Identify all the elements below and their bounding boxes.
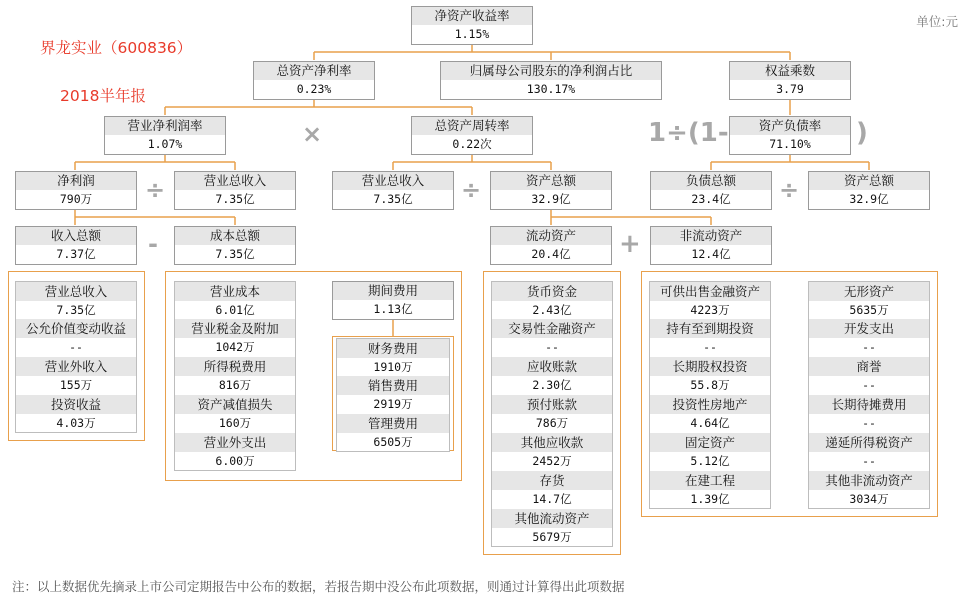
node-value: 20.4亿	[531, 247, 571, 261]
expense-items-list	[336, 338, 450, 452]
list-item	[808, 357, 930, 395]
item-label: 无形资产	[809, 282, 929, 301]
item-label: 其他应收款	[492, 433, 612, 452]
item-label: 开发支出	[809, 319, 929, 338]
node-label: 负债总额	[651, 172, 771, 190]
item-label: 预付账款	[492, 395, 612, 414]
item-label: 交易性金融资产	[492, 319, 612, 338]
equity-formula-prefix: 1÷(1-	[648, 118, 729, 148]
node-label: 资产总额	[809, 172, 929, 190]
item-value: 2919万	[373, 397, 413, 411]
item-value: 4.03万	[56, 416, 96, 430]
node-value: 0.23%	[296, 82, 332, 96]
node-total-assets-2	[808, 171, 930, 210]
list-item	[649, 471, 771, 509]
item-label: 财务费用	[337, 339, 449, 358]
node-value: 32.9亿	[849, 192, 889, 206]
item-label: 递延所得税资产	[809, 433, 929, 452]
list-item	[649, 319, 771, 357]
node-period-expense	[332, 281, 454, 320]
item-value: 3034万	[849, 492, 889, 506]
list-item	[808, 471, 930, 509]
item-label: 管理费用	[337, 414, 449, 433]
item-value: 6.01亿	[215, 303, 255, 317]
list-item	[808, 319, 930, 357]
divide-operator: ÷	[779, 176, 800, 204]
node-value: 7.35亿	[215, 247, 255, 261]
node-current-assets	[490, 226, 612, 265]
item-value: 155万	[59, 378, 93, 392]
node-total-liabilities	[650, 171, 772, 210]
list-item	[174, 319, 296, 357]
list-item	[491, 433, 613, 471]
item-value: 786万	[535, 416, 569, 430]
item-value: --	[862, 416, 876, 430]
node-label: 成本总额	[175, 227, 295, 245]
list-item	[649, 357, 771, 395]
node-value: 32.9亿	[531, 192, 571, 206]
node-value: 23.4亿	[691, 192, 731, 206]
node-label: 营业净利润率	[105, 117, 225, 135]
node-net-profit	[15, 171, 137, 210]
footnote: 注：以上数据优先摘录上市公司定期报告中公布的数据，若报告期中没公布此项数据，则通过计算得出此项数据	[12, 579, 625, 594]
unit-label: 单位:元	[916, 14, 958, 29]
income-items-list	[15, 281, 137, 433]
item-value: 2.43亿	[532, 303, 572, 317]
node-roa	[253, 61, 375, 100]
node-label: 总资产周转率	[412, 117, 532, 135]
node-value: 1.15%	[454, 27, 490, 41]
node-label: 营业总收入	[175, 172, 295, 190]
node-value: 3.79	[776, 82, 804, 96]
item-value: 7.35亿	[56, 303, 96, 317]
node-value: 0.22次	[452, 137, 492, 151]
list-item	[336, 376, 450, 414]
item-value: --	[862, 378, 876, 392]
item-value: 5679万	[532, 530, 572, 544]
node-value: 12.4亿	[691, 247, 731, 261]
item-value: 2.30亿	[532, 378, 572, 392]
item-label: 营业税金及附加	[175, 319, 295, 338]
item-value: 4223万	[690, 303, 730, 317]
current-assets-list	[491, 281, 613, 547]
node-label: 收入总额	[16, 227, 136, 245]
node-total-cost	[174, 226, 296, 265]
item-value: --	[545, 340, 559, 354]
list-item	[15, 319, 137, 357]
item-value: 2452万	[532, 454, 572, 468]
node-label: 总资产净利率	[254, 62, 374, 80]
divide-operator: ÷	[145, 176, 166, 204]
item-label: 营业总收入	[16, 282, 136, 301]
equity-formula-suffix: )	[856, 118, 868, 148]
list-item	[174, 357, 296, 395]
item-value: 4.64亿	[690, 416, 730, 430]
list-item	[491, 357, 613, 395]
item-label: 货币资金	[492, 282, 612, 301]
item-value: 1042万	[215, 340, 255, 354]
list-item	[491, 509, 613, 547]
item-label: 投资收益	[16, 395, 136, 414]
item-label: 公允价值变动收益	[16, 319, 136, 338]
item-value: 160万	[218, 416, 252, 430]
item-label: 应收账款	[492, 357, 612, 376]
node-label: 期间费用	[333, 282, 453, 300]
node-label: 流动资产	[491, 227, 611, 245]
item-value: 6505万	[373, 435, 413, 449]
item-label: 其他流动资产	[492, 509, 612, 528]
node-label: 归属母公司股东的净利润占比	[441, 62, 661, 80]
company-title: 界龙实业（600836）	[40, 39, 193, 57]
node-debt-ratio	[729, 116, 851, 155]
list-item	[491, 319, 613, 357]
node-label: 资产总额	[491, 172, 611, 190]
node-total-income	[15, 226, 137, 265]
node-value: 1.13亿	[373, 302, 413, 316]
item-value: --	[703, 340, 717, 354]
item-label: 存货	[492, 471, 612, 490]
item-label: 营业外支出	[175, 433, 295, 452]
item-label: 其他非流动资产	[809, 471, 929, 490]
item-value: 5635万	[849, 303, 889, 317]
list-item	[336, 338, 450, 376]
item-value: --	[862, 340, 876, 354]
divide-operator: ÷	[461, 176, 482, 204]
node-net-margin	[104, 116, 226, 155]
list-item	[808, 281, 930, 319]
list-item	[174, 433, 296, 471]
list-item	[174, 395, 296, 433]
item-value: --	[69, 340, 83, 354]
list-item	[808, 395, 930, 433]
noncurrent-assets-list-b	[808, 281, 930, 509]
node-label: 营业总收入	[333, 172, 453, 190]
item-value: 1910万	[373, 360, 413, 374]
plus-operator: +	[619, 229, 641, 259]
node-label: 净利润	[16, 172, 136, 190]
list-item	[491, 471, 613, 509]
item-value: 55.8万	[690, 378, 730, 392]
item-value: 1.39亿	[690, 492, 730, 506]
item-label: 所得税费用	[175, 357, 295, 376]
list-item	[15, 281, 137, 319]
item-value: 5.12亿	[690, 454, 730, 468]
node-equity-multiplier	[729, 61, 851, 100]
node-label: 非流动资产	[651, 227, 771, 245]
item-value: --	[862, 454, 876, 468]
item-label: 商誉	[809, 357, 929, 376]
item-label: 长期待摊费用	[809, 395, 929, 414]
item-label: 固定资产	[650, 433, 770, 452]
node-roe	[411, 6, 533, 45]
item-value: 816万	[218, 378, 252, 392]
node-value: 130.17%	[526, 82, 576, 96]
list-item	[174, 281, 296, 319]
item-value: 6.00万	[215, 454, 255, 468]
multiply-operator: ×	[302, 120, 323, 148]
item-label: 长期股权投资	[650, 357, 770, 376]
node-asset-turnover	[411, 116, 533, 155]
node-np-share	[440, 61, 662, 100]
list-item	[15, 395, 137, 433]
item-label: 营业外收入	[16, 357, 136, 376]
node-value: 7.35亿	[373, 192, 413, 206]
item-label: 资产减值损失	[175, 395, 295, 414]
list-item	[649, 433, 771, 471]
report-period: 2018半年报	[60, 87, 146, 105]
item-label: 销售费用	[337, 376, 449, 395]
list-item	[649, 281, 771, 319]
item-label: 在建工程	[650, 471, 770, 490]
node-total-assets	[490, 171, 612, 210]
node-value: 1.07%	[147, 137, 183, 151]
item-value: 14.7亿	[532, 492, 572, 506]
list-item	[491, 281, 613, 319]
node-value: 790万	[59, 192, 93, 206]
item-label: 可供出售金融资产	[650, 282, 770, 301]
node-label: 净资产收益率	[412, 7, 532, 25]
list-item	[649, 395, 771, 433]
item-label: 投资性房地产	[650, 395, 770, 414]
node-label: 权益乘数	[730, 62, 850, 80]
node-noncurrent-assets	[650, 226, 772, 265]
minus-operator: -	[148, 230, 158, 258]
item-label: 营业成本	[175, 282, 295, 301]
node-value: 71.10%	[769, 137, 811, 151]
node-label: 资产负债率	[730, 117, 850, 135]
node-total-revenue	[174, 171, 296, 210]
list-item	[491, 395, 613, 433]
node-value: 7.37亿	[56, 247, 96, 261]
list-item	[808, 433, 930, 471]
node-total-revenue-2	[332, 171, 454, 210]
list-item	[336, 414, 450, 452]
node-value: 7.35亿	[215, 192, 255, 206]
noncurrent-assets-list-a	[649, 281, 771, 509]
item-label: 持有至到期投资	[650, 319, 770, 338]
list-item	[15, 357, 137, 395]
cost-items-list	[174, 281, 296, 471]
